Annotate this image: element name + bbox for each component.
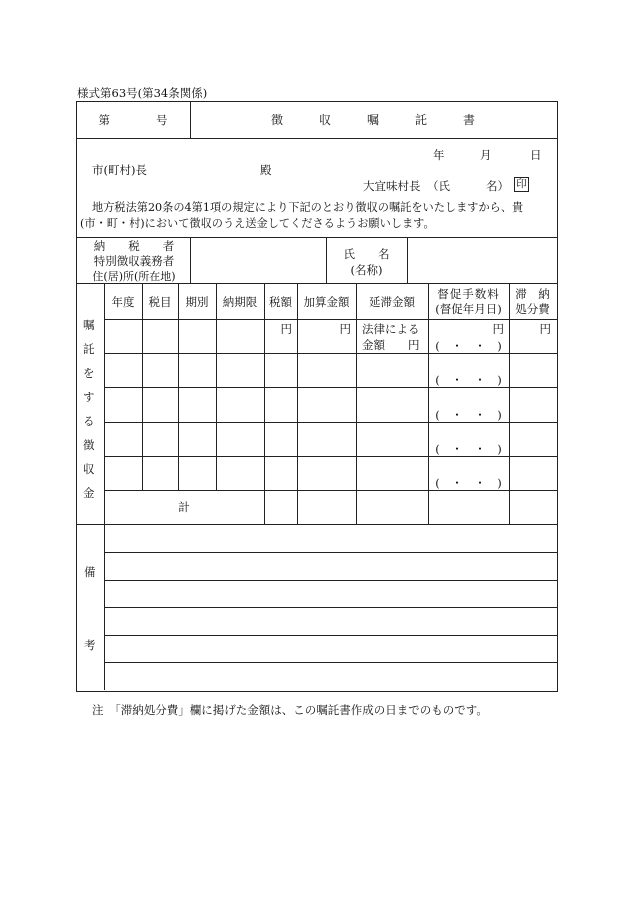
- col-header-late-fee: 延滞金額: [369, 295, 415, 309]
- rule-section-label: [104, 283, 105, 690]
- rule-col-5: [297, 283, 298, 524]
- col-header-disposal-1: 滞 納: [515, 287, 550, 301]
- taxpayer-label-2: 特別徴収義務者: [93, 254, 175, 268]
- col-header-deadline: 納期限: [222, 295, 258, 309]
- section-label-char: 収: [83, 462, 95, 476]
- taxpayer-address-field[interactable]: [191, 238, 325, 282]
- section-label-char: る: [83, 414, 95, 428]
- rule-col-8: [509, 283, 510, 524]
- section-label-char: を: [83, 366, 95, 380]
- addressee-honorific: 殿: [260, 163, 272, 177]
- unit-yen-disposal: 円: [539, 322, 551, 336]
- seal-mark: 印: [514, 177, 529, 192]
- taxpayer-name-field[interactable]: [408, 238, 556, 282]
- section-label-char: す: [83, 390, 95, 404]
- rule-header-bottom: [76, 138, 557, 139]
- number-label: 第 号: [98, 113, 168, 127]
- sender-name-close: 名）: [486, 179, 509, 193]
- dunning-date-row5: ( ・ ・ ): [435, 476, 502, 490]
- rule-col-1: [142, 283, 143, 490]
- col-header-disposal-2: 処分費: [515, 302, 550, 316]
- unit-yen-additional: 円: [339, 322, 351, 336]
- rule-remarks-2: [104, 580, 557, 581]
- col-header-dunning-2: (督促年月日): [435, 302, 502, 316]
- section-label-char: 託: [83, 342, 95, 356]
- form-id: 様式第63号(第34条関係): [77, 86, 208, 100]
- form-title: 徴 収 嘱 託 書: [270, 113, 475, 127]
- unit-yen-amount: 円: [280, 322, 292, 336]
- late-fee-law-1: 法律による: [362, 322, 420, 336]
- rule-col-6: [356, 283, 357, 524]
- rule-col-3: [216, 283, 217, 490]
- rule-remarks-4: [104, 635, 557, 636]
- remarks-label-char: 考: [84, 638, 96, 652]
- date-year: 年: [433, 148, 445, 162]
- section-label-char: 嘱: [83, 318, 95, 332]
- taxpayer-name-label-1: 氏 名: [343, 247, 390, 261]
- rule-colhead-bottom: [104, 319, 557, 320]
- section-label-char: 徴: [83, 438, 95, 452]
- late-fee-law-2: 金額 円: [362, 338, 420, 352]
- unit-yen-dunning: 円: [492, 322, 504, 336]
- rule-col-2: [178, 283, 179, 490]
- rule-remarks-5: [104, 662, 557, 663]
- rule-remarks-1: [104, 552, 557, 553]
- rule-remarks-3: [104, 607, 557, 608]
- col-header-period: 期別: [185, 295, 209, 309]
- dunning-date-row1: ( ・ ・ ): [435, 339, 502, 353]
- col-header-additional: 加算金額: [303, 295, 350, 309]
- sender-name-open: （氏: [427, 179, 450, 193]
- sender-title: 大宜味村長: [363, 179, 421, 193]
- taxpayer-name-label-2: (名称): [350, 263, 383, 277]
- taxpayer-label-3: 住(居)所(所在地): [92, 270, 176, 283]
- date-day: 日: [530, 148, 542, 162]
- col-header-amount: 税額: [269, 295, 292, 309]
- col-header-tax-item: 税目: [148, 295, 172, 309]
- footnote: 注 「滞納処分費」欄に掲げた金額は、この嘱託書作成の日までのものです。: [92, 703, 488, 717]
- remarks-label-char: 備: [84, 565, 96, 579]
- section-label-char: 金: [83, 486, 95, 500]
- col-header-dunning-1: 督促手数料: [437, 287, 500, 301]
- col-header-year: 年度: [111, 295, 135, 309]
- rule-total-bottom: [76, 524, 557, 525]
- rule-col-4: [264, 283, 265, 524]
- date-month: 月: [480, 148, 492, 162]
- total-label: 計: [178, 500, 190, 514]
- dunning-date-row4: ( ・ ・ ): [435, 442, 502, 456]
- taxpayer-label-1: 納 税 者: [93, 239, 175, 253]
- dunning-date-row2: ( ・ ・ ): [435, 373, 502, 387]
- dunning-date-row3: ( ・ ・ ): [435, 408, 502, 422]
- body-text-line2: (市・町・村)において徴収のうえ送金してくださるようお願いします。: [80, 217, 435, 230]
- body-text-line1: 地方税法第20条の4第1項の規定により下記のとおり徴収の嘱託をいたしますから、貴: [92, 201, 524, 214]
- addressee-name: 市(町村)長: [92, 163, 147, 177]
